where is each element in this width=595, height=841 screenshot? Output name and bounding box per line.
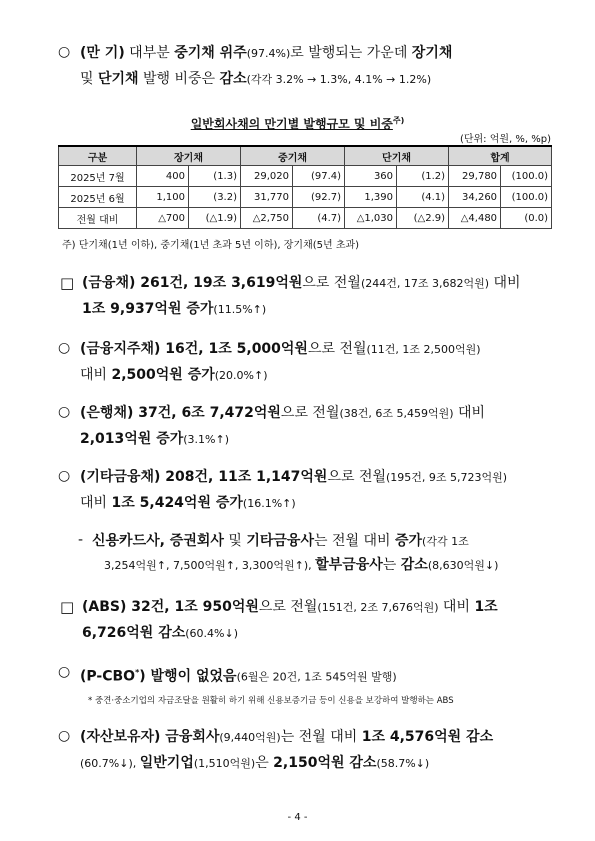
text-bold: (기타금융채) 208건, 11조 1,147억원 bbox=[80, 469, 328, 485]
asset-holder-line-2 bbox=[80, 754, 429, 773]
financial-bond-line-2 bbox=[82, 300, 266, 319]
pcbo-footnote: * 중견·중소기업의 자금조달을 원활히 하기 위해 신용보증기금 등이 신용을 보강하여 발행하는 ABS bbox=[88, 696, 454, 706]
cell-amount: △1,030 bbox=[345, 208, 397, 229]
text-bold: 2,013억원 증가 bbox=[80, 431, 184, 447]
text-small: (3.1%↑) bbox=[183, 433, 230, 446]
text-bold: 단기채 bbox=[97, 71, 139, 87]
text: 으로 전월 bbox=[302, 275, 361, 291]
cell-amount: △2,750 bbox=[241, 208, 293, 229]
text: 대비 bbox=[453, 405, 486, 421]
text: 발행 비중은 bbox=[138, 71, 220, 87]
table-footnote: 주) 단기채(1년 이하), 중기채(1년 초과 5년 이하), 장기채(5년 초과) bbox=[62, 240, 360, 251]
text-bold: (은행채) 37건, 6조 7,472억원 bbox=[80, 405, 281, 421]
table-row bbox=[59, 187, 552, 208]
text-small: (8,630억원↓) bbox=[427, 559, 499, 572]
row-label: 2025년 7월 bbox=[59, 166, 137, 187]
text-small: 3,254억원↑, 7,500억원↑, 3,300억원↑), bbox=[104, 559, 316, 572]
maturity-heading: (만 기) bbox=[80, 45, 125, 61]
text-bold: 2,500억원 증가 bbox=[111, 367, 215, 383]
text: 및 bbox=[223, 533, 247, 549]
text-bold: 일반기업 bbox=[139, 755, 194, 771]
text-small: (9,440억원) bbox=[219, 731, 281, 744]
text-bold: 2,150억원 감소 bbox=[273, 755, 377, 771]
cell-share: (100.0) bbox=[501, 187, 552, 208]
cell-amount: 1,390 bbox=[345, 187, 397, 208]
bank-bond-line-2 bbox=[80, 430, 229, 449]
holding-bond-line-2 bbox=[80, 366, 268, 385]
cell-share: (4.1) bbox=[397, 187, 449, 208]
text-bold: (ABS) 32건, 1조 950억원 bbox=[82, 599, 259, 615]
text-small: (38건, 6조 5,459억원) bbox=[339, 407, 454, 420]
header-mid-term: 중기채 bbox=[241, 146, 345, 166]
text-small: (11.5%↑) bbox=[213, 303, 267, 316]
cell-share: (1.2) bbox=[397, 166, 449, 187]
cell-share: (0.0) bbox=[501, 208, 552, 229]
table-title-text: 일반회사채의 만기별 발행규모 및 비중 bbox=[190, 117, 393, 131]
text-bold: 신용카드사, 증권회사 bbox=[92, 533, 224, 549]
pcbo-line bbox=[80, 664, 397, 687]
other-financial-bond-line-2 bbox=[80, 494, 296, 513]
circle-bullet: ○ bbox=[58, 664, 71, 680]
text-small: (1,510억원) bbox=[193, 757, 256, 770]
cell-share: (92.7) bbox=[293, 187, 345, 208]
cell-share: (1.3) bbox=[189, 166, 241, 187]
text-small: (60.7%↓), bbox=[80, 757, 140, 770]
text: 는 전월 대비 bbox=[280, 729, 362, 745]
text-small: (각각 3.2% → 1.3%, 4.1% → 1.2%) bbox=[246, 73, 432, 86]
cell-amount: 400 bbox=[137, 166, 189, 187]
bank-bond-line-1 bbox=[80, 404, 485, 423]
cell-amount: △700 bbox=[137, 208, 189, 229]
cell-amount: 29,020 bbox=[241, 166, 293, 187]
page-number: - 4 - bbox=[287, 812, 308, 823]
cell-amount: △4,480 bbox=[449, 208, 501, 229]
text: 로 발행되는 가운데 bbox=[290, 45, 412, 61]
table-row bbox=[59, 208, 552, 229]
header-category: 구분 bbox=[59, 146, 137, 166]
text-small: (60.4%↓) bbox=[185, 627, 239, 640]
text: 은 bbox=[255, 755, 274, 771]
text-bold: 6,726억원 감소 bbox=[82, 625, 186, 641]
text-bold: 1조 5,424억원 증가 bbox=[111, 495, 243, 511]
abs-line-1 bbox=[82, 598, 498, 617]
text-small: (11건, 1조 2,500억원) bbox=[366, 343, 481, 356]
header-total: 합계 bbox=[449, 146, 552, 166]
dash-bullet: - bbox=[78, 532, 84, 548]
text-sup: * bbox=[135, 668, 140, 677]
text: 으로 전월 bbox=[307, 341, 367, 357]
text-bold: 1조 9,937억원 증가 bbox=[82, 301, 214, 317]
text: 대비 bbox=[438, 599, 475, 615]
square-bullet: □ bbox=[60, 598, 75, 616]
text-bold: 중기채 위주 bbox=[174, 45, 247, 61]
text: 및 bbox=[80, 71, 98, 87]
row-label: 2025년 6월 bbox=[59, 187, 137, 208]
cell-share: (△2.9) bbox=[397, 208, 449, 229]
circle-bullet: ○ bbox=[58, 468, 71, 484]
circle-bullet: ○ bbox=[58, 404, 71, 420]
card-securities-line-2 bbox=[104, 556, 498, 575]
text: 으로 전월 bbox=[280, 405, 340, 421]
cell-amount: 34,260 bbox=[449, 187, 501, 208]
text-bold: 1조 4,576억원 감소 bbox=[361, 729, 494, 745]
cell-amount: 29,780 bbox=[449, 166, 501, 187]
table-row bbox=[59, 166, 552, 187]
text-small: (58.7%↓) bbox=[376, 757, 430, 770]
text: 는 전월 대비 bbox=[313, 533, 395, 549]
maturity-table bbox=[58, 145, 552, 229]
text-bold: 기타금융사 bbox=[246, 533, 314, 549]
text-small: (20.0%↑) bbox=[214, 369, 268, 382]
maturity-line-2 bbox=[80, 70, 431, 89]
cell-share: (100.0) bbox=[501, 166, 552, 187]
header-short-term: 단기채 bbox=[345, 146, 449, 166]
cell-share: (3.2) bbox=[189, 187, 241, 208]
text-bold: (P-CBO bbox=[80, 668, 136, 685]
text: 대비 bbox=[489, 275, 521, 291]
text-bold: (금융채) 261건, 19조 3,619억원 bbox=[82, 275, 303, 291]
text-bold: ) 발행이 없었음 bbox=[139, 668, 237, 685]
text-small: (244건, 17조 3,682억원) bbox=[360, 277, 490, 290]
text: 대비 bbox=[80, 367, 112, 383]
text: 대부분 bbox=[124, 45, 175, 61]
financial-bond-line-1 bbox=[82, 274, 521, 293]
text-bold: 할부금융사 bbox=[315, 557, 383, 573]
text: 는 bbox=[382, 557, 401, 573]
text-bold: (금융지주채) 16건, 1조 5,000억원 bbox=[80, 341, 308, 357]
other-financial-bond-line-1 bbox=[80, 468, 507, 487]
text-bold: 장기채 bbox=[411, 45, 453, 61]
circle-bullet: ○ bbox=[58, 728, 71, 744]
text-bold: 감소 bbox=[219, 71, 247, 87]
cell-share: (4.7) bbox=[293, 208, 345, 229]
abs-line-2 bbox=[82, 624, 238, 643]
text: 으로 전월 bbox=[327, 469, 386, 485]
text-bold: 1조 bbox=[474, 599, 498, 615]
text: 대비 bbox=[80, 495, 112, 511]
text-small: (16.1%↑) bbox=[242, 497, 296, 510]
cell-amount: 31,770 bbox=[241, 187, 293, 208]
text-bold: 감소 bbox=[400, 557, 428, 573]
square-bullet: □ bbox=[60, 274, 75, 292]
text-small: (97.4%) bbox=[246, 47, 291, 60]
circle-bullet: ○ bbox=[58, 44, 71, 60]
text-small: (195건, 9조 5,723억원) bbox=[386, 471, 508, 484]
cell-amount: 1,100 bbox=[137, 187, 189, 208]
maturity-line-1 bbox=[80, 44, 452, 63]
cell-amount: 360 bbox=[345, 166, 397, 187]
table-unit: (단위: 억원, %, %p) bbox=[459, 134, 551, 145]
card-securities-line-1 bbox=[92, 532, 469, 551]
text-small: (6월은 20건, 1조 545억원 발행) bbox=[236, 670, 397, 684]
cell-share: (97.4) bbox=[293, 166, 345, 187]
row-label: 전월 대비 bbox=[59, 208, 137, 229]
circle-bullet: ○ bbox=[58, 340, 71, 356]
text-bold: 증가 bbox=[394, 533, 423, 549]
text: 으로 전월 bbox=[258, 599, 318, 615]
cell-share: (△1.9) bbox=[189, 208, 241, 229]
asset-holder-line-1 bbox=[80, 728, 493, 747]
text-small: (각각 1조 bbox=[422, 535, 469, 548]
holding-bond-line-1 bbox=[80, 340, 481, 359]
table-title-sup: 주) bbox=[392, 116, 405, 125]
text-bold: (자산보유자) 금융회사 bbox=[80, 729, 220, 745]
header-long-term: 장기채 bbox=[137, 146, 241, 166]
text-small: (151건, 2조 7,676억원) bbox=[317, 601, 439, 614]
